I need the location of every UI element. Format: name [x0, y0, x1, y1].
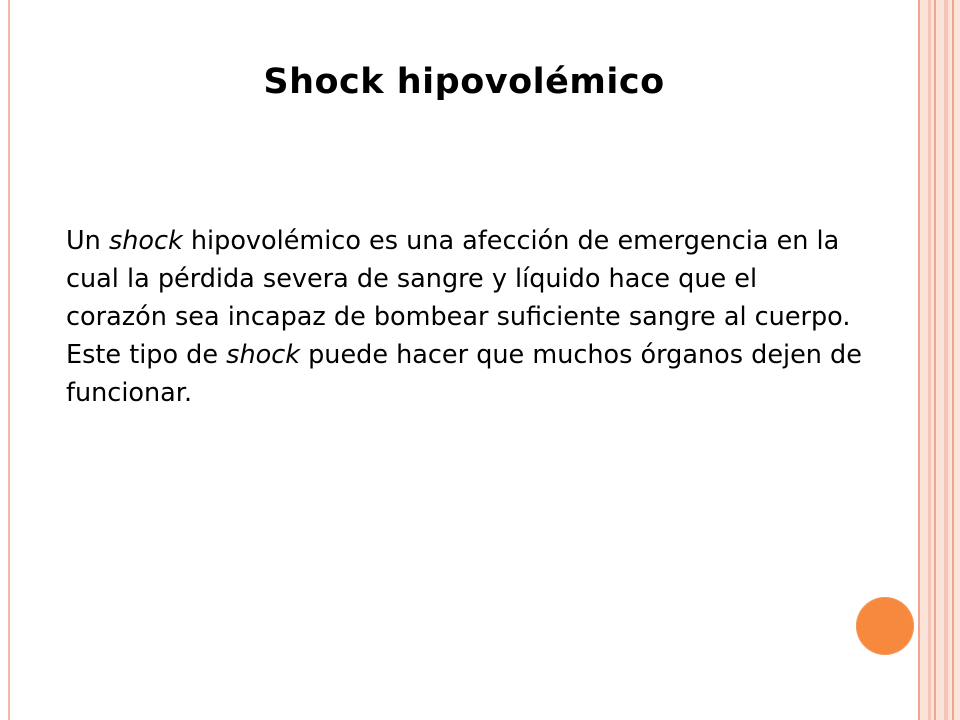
decorative-stripe — [918, 0, 920, 720]
paragraph-text: puede hacer que muchos órganos dejen de funcionar. — [66, 340, 862, 408]
decorative-stripe — [944, 0, 948, 720]
right-decorative-band — [918, 0, 960, 720]
decorative-stripe — [928, 0, 931, 720]
left-border-line — [8, 0, 10, 720]
paragraph-text: Un — [66, 226, 109, 256]
slide-body-paragraph — [66, 222, 866, 412]
decorative-stripe — [952, 0, 954, 720]
paragraph-emphasis: shock — [226, 340, 300, 370]
paragraph-emphasis: shock — [108, 226, 183, 256]
orange-circle-icon — [856, 597, 914, 655]
slide-title: Shock hipovolémico — [263, 62, 665, 102]
decorative-stripe — [934, 0, 936, 720]
paragraph-text: hipovolémico es una afección de emergencia en la cual la pérdida severa de sangre y líquido hace que el corazón sea incapaz de bombear suficiente sangre al cuerpo. Este tipo de — [66, 226, 851, 370]
